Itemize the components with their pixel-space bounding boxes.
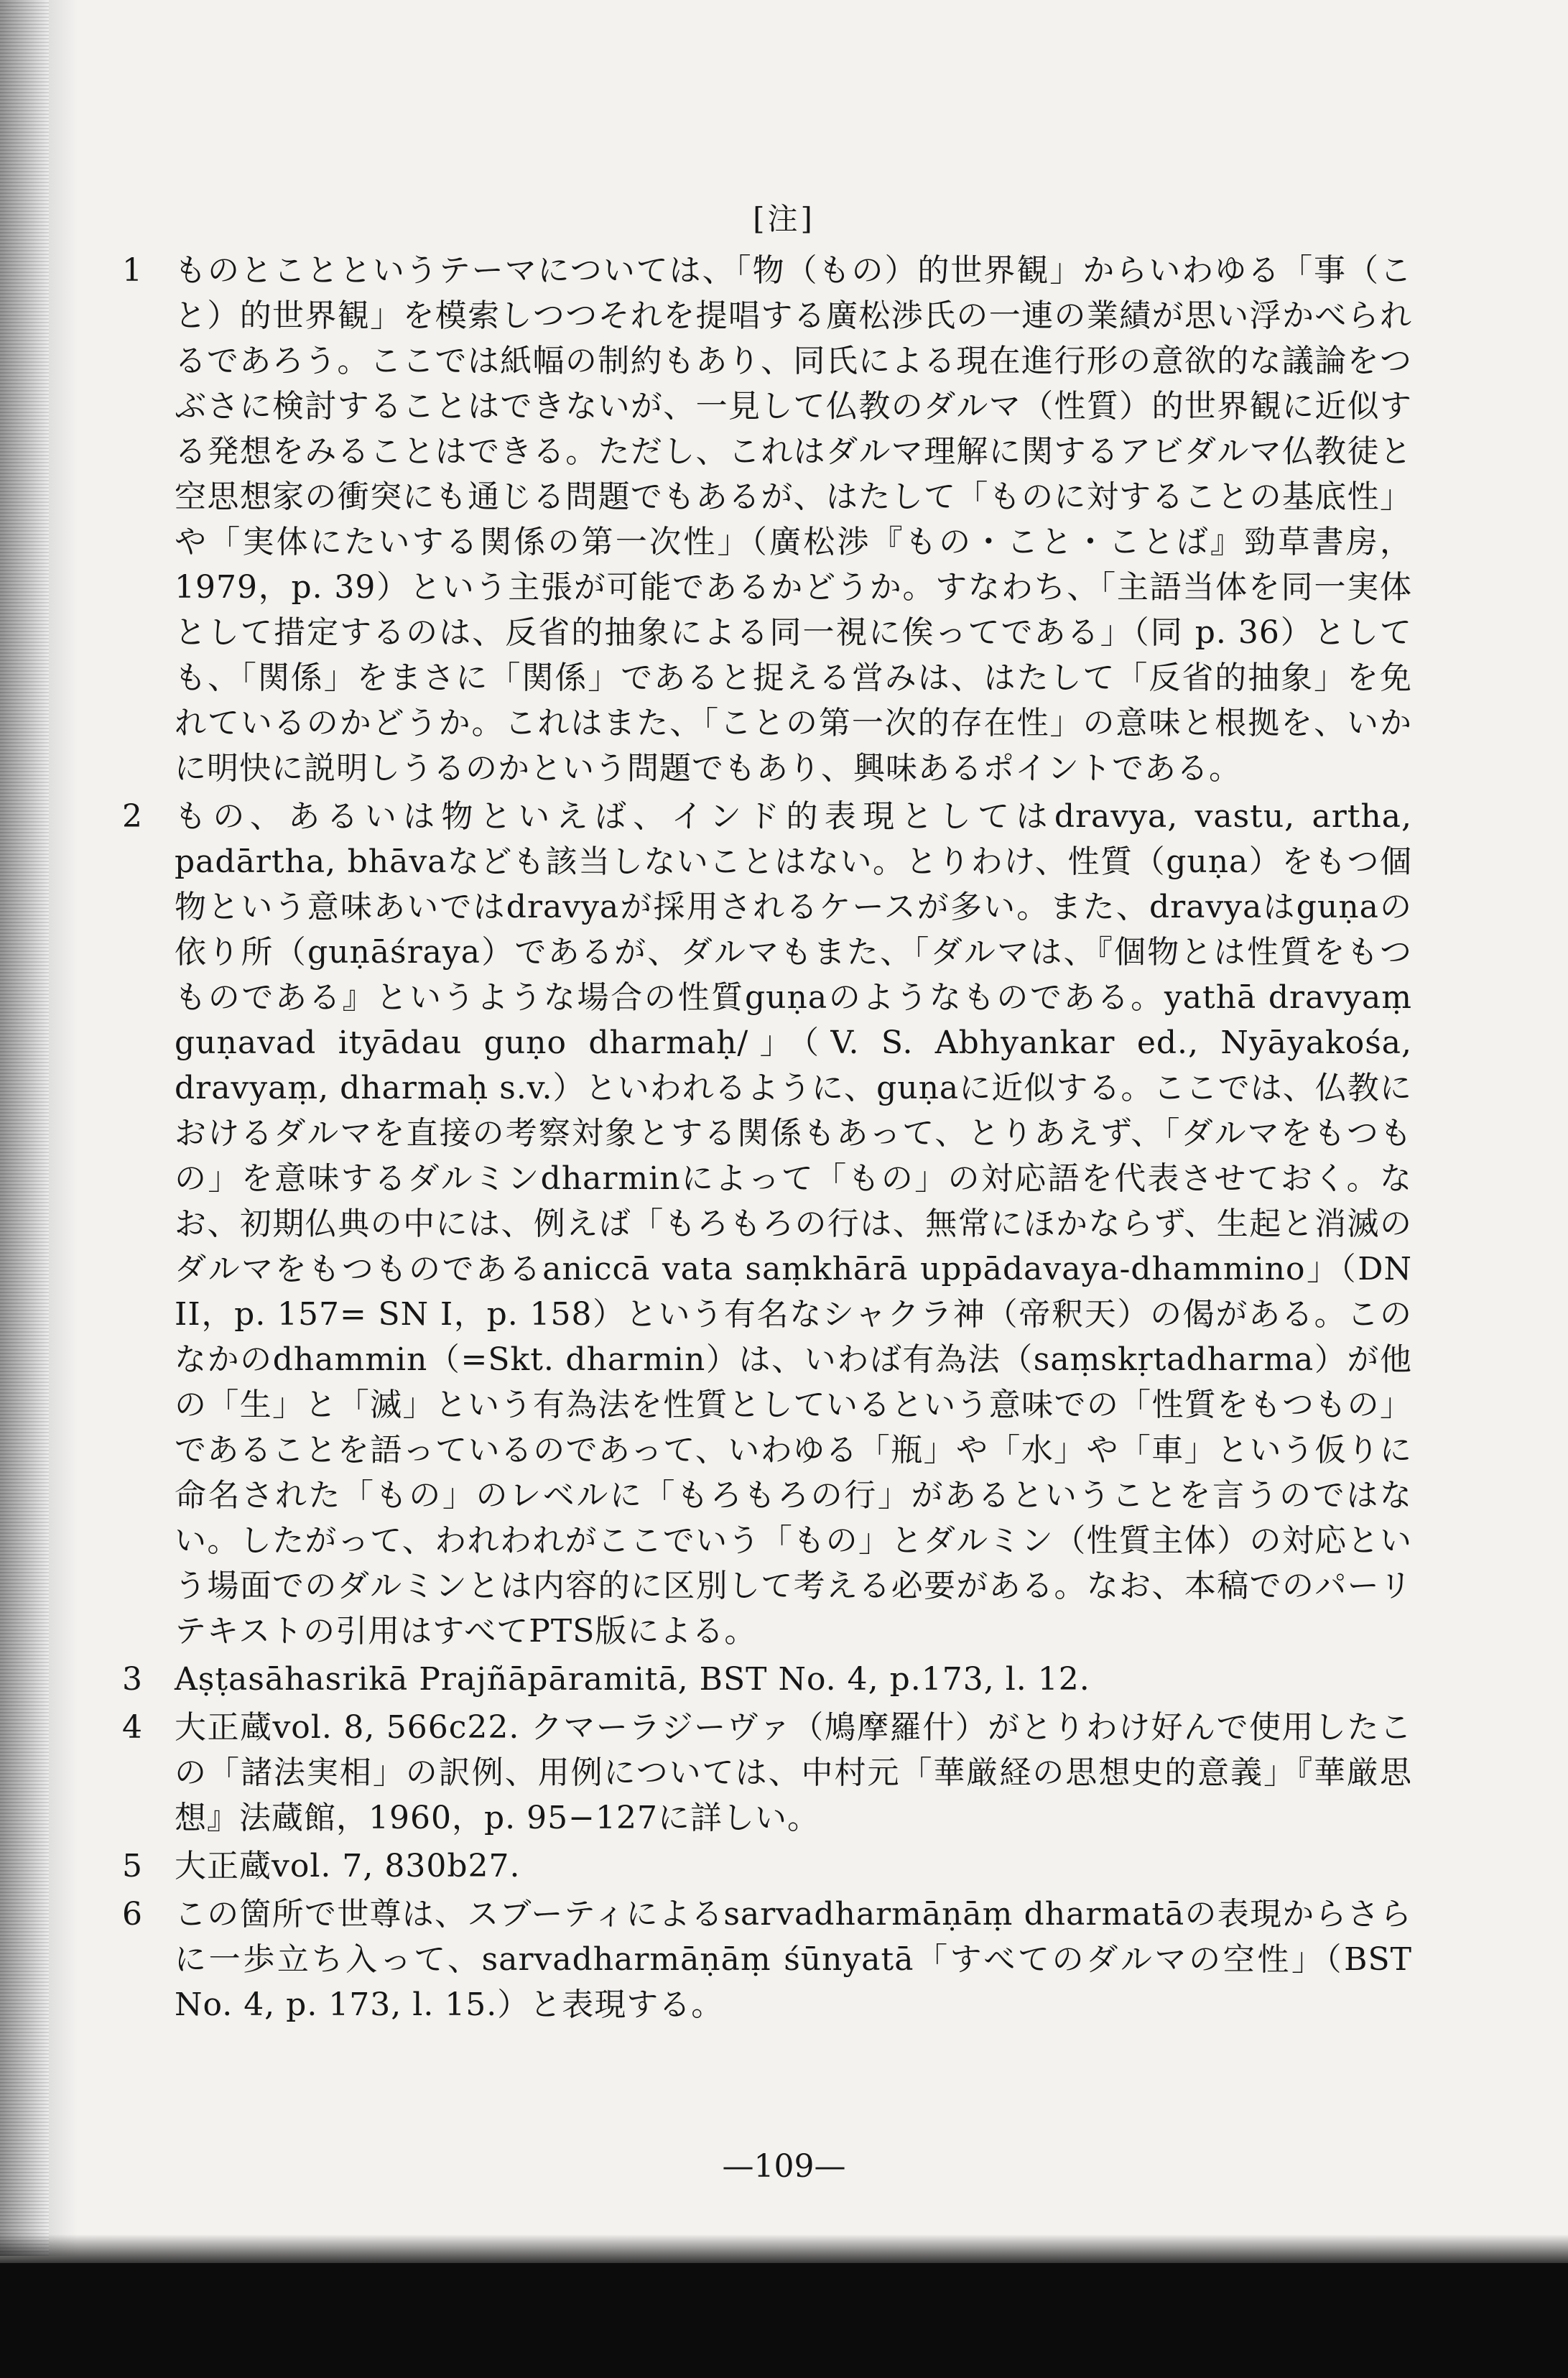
note-3 [122,1657,1412,1702]
note-text: もの、あるいは物といえば、インド的表現としてはdravya, vastu, artha, padārtha, bhāvaなども該当しないことはない。とりわけ、性質（guṇa）をもつ個物という意味あいではdravyaが採用されるケースが多い。また、dravyaはguṇaの依り所（guṇāśraya）であるが、ダルマもまた、「ダルマは、『個物とは性質をもつものである』というような場合の性質guṇaのようなものである。yathā dravyaṃ guṇavad ityādau guṇo dharmaḥ/」（V. S. Abhyankar ed., Nyāyakośa, dravyaṃ, dharmaḥ s.v.）といわれるように、guṇaに近似する。ここでは、仏教におけるダルマを直接の考察対象とする関係もあって、とりあえず、「ダルマをもつもの」を意味するダルミンdharminによって「もの」の対応語を代表させておく。なお、初期仏典の中には、例えば「もろもろの行は、無常にほかならず、生起と消滅のダルマをもつものであるaniccā vata saṃkhārā uppādavaya-dhammino」（DN II，p. 157= SN I，p. 158）という有名なシャクラ神（帝釈天）の偈がある。このなかのdhammin（=Skt. dharmin）は、いわば有為法（saṃskṛtadharma）が他の「生」と「滅」という有為法を性質としているという意味での「性質をもつもの」であることを語っているのであって、いわゆる「瓶」や「水」や「車」という仮りに命名された「もの」のレベルに「もろもろの行」があるということを言うのではない。したがって、われわれがここでいう「もの」とダルミン（性質主体）の対応という場面でのダルミンとは内容的に区別して考える必要がある。なお、本稿でのパーリテキストの引用はすべてPTS版による。 [175,798,1412,1650]
note-number: 4 [122,1709,142,1746]
scan-bottom-fade [0,2234,1568,2263]
note-4 [122,1705,1412,1841]
note-text: Aṣṭasāhasrikā Prajñāpāramitā, BST No. 4, p.173, l. 12. [175,1661,1090,1698]
note-5 [122,1843,1412,1889]
notes-list [122,248,1412,2030]
page-number: —109— [722,2148,846,2185]
note-number: 6 [122,1896,142,1933]
note-number: 2 [122,798,142,835]
scan-bottom-band [0,2263,1568,2378]
note-6 [122,1892,1412,2027]
note-2 [122,794,1412,1654]
scan-shadow-edge [0,0,49,2256]
notes-heading: [注] [753,201,815,236]
note-number: 5 [122,1848,142,1884]
note-number: 1 [122,252,142,289]
scan-shadow-fade [49,0,78,2256]
note-text: ものとことというテーマについては、「物（もの）的世界観」からいわゆる「事（こと）的世界観」を模索しつつそれを提唱する廣松渉氏の一連の業績が思い浮かべられるであろう。ここでは紙幅の制約もあり、同氏による現在進行形の意欲的な議論をつぶさに検討することはできないが、一見して仏教のダルマ（性質）的世界観に近似する発想をみることはできる。ただし、これはダルマ理解に関するアビダルマ仏教徒と空思想家の衝突にも通じる問題でもあるが、はたして「ものに対することの基底性」や「実体にたいする関係の第一次性」（廣松渉『もの・こと・ことば』勁草書房，1979，p. 39）という主張が可能であるかどうか。すなわち、「主語当体を同一実体として措定するのは、反省的抽象による同一視に俟ってである」（同 p. 36）としても、「関係」をまさに「関係」であると捉える営みは、はたして「反省的抽象」を免れているのかどうか。これはまた、「ことの第一次的存在性」の意味と根拠を、いかに明快に説明しうるのかという問題でもあり、興味あるポイントである。 [175,252,1412,787]
note-text: 大正蔵vol. 7, 830b27. [175,1848,521,1884]
note-1 [122,248,1412,791]
note-number: 3 [122,1661,142,1698]
note-text: この箇所で世尊は、スブーティによるsarvadharmāṇāṃ dharmatāの表現からさらに一歩立ち入って、sarvadharmāṇāṃ śūnyatā「すべてのダルマの空性」（BST No. 4, p. 173, l. 15.）と表現する。 [175,1896,1412,2023]
note-text: 大正蔵vol. 8, 566c22. クマーラジーヴァ（鳩摩羅什）がとりわけ好んで使用したこの「諸法実相」の訳例、用例については、中村元「華厳経の思想史的意義」『華厳思想』法蔵館，1960，p. 95−127に詳しい。 [175,1709,1412,1836]
